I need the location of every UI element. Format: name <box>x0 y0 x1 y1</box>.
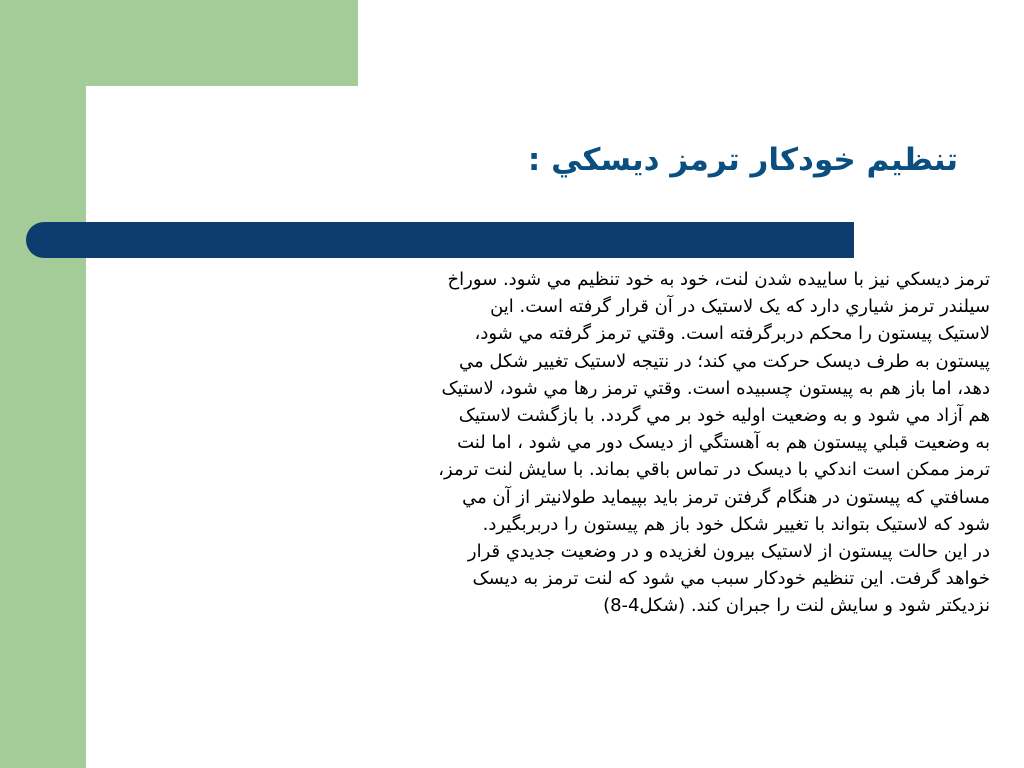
body-line: مسافتي که پيستون در هنگام گرفتن ترمز بايد بپيمايد طولانيتر از آن مي <box>462 486 990 508</box>
body-line: ترمز ممکن است اندکي با ديسک در تماس باقي بماند. با سايش لنت ترمز، <box>438 459 990 481</box>
body-line: ترمز ديسکي نيز با ساييده شدن لنت، خود به خود تنظيم مي شود. سوراخ <box>447 269 990 290</box>
body-line: خواهد گرفت. اين تنظيم خودکار سبب مي شود که لنت ترمز به ديسک <box>472 568 990 590</box>
body-line: نزديکتر شود و سايش لنت را جبران کند. (شکل4-8) <box>603 595 990 617</box>
body-line: دهد، اما باز هم به پيستون چسبيده است. وقتي ترمز رها مي شود، لاستيک <box>441 377 990 399</box>
title-underline-bar <box>26 222 854 258</box>
body-line: پيستون به طرف ديسک حرکت مي کند؛ در نتيجه لاستيک تغيير شکل مي <box>459 350 990 372</box>
green-left-decoration <box>0 0 86 768</box>
body-line: هم آزاد مي شود و به وضعيت اوليه خود بر مي گردد. با بازگشت لاستيک <box>458 405 990 427</box>
body-line: سيلندر ترمز شياري دارد که يک لاستيک در آن قرار گرفته است. اين <box>490 296 990 318</box>
slide-body <box>110 266 990 620</box>
body-line: در اين حالت پيستون از لاستيک بيرون لغزيده و در وضعيت جديدي قرار <box>467 541 990 563</box>
body-line: شود که لاستيک بتواند با تغيير شکل خود باز هم پيستون را دربربگيرد. <box>482 513 990 535</box>
slide-title: تنظيم خودکار ترمز ديسکي : <box>527 142 958 178</box>
body-line: به وضعيت قبلي پيستون هم به آهستگي از ديسک دور مي شود ، اما لنت <box>457 432 990 454</box>
body-line: لاستيک پيستون را محکم دربرگرفته است. وقتي ترمز گرفته مي شود، <box>474 323 990 345</box>
